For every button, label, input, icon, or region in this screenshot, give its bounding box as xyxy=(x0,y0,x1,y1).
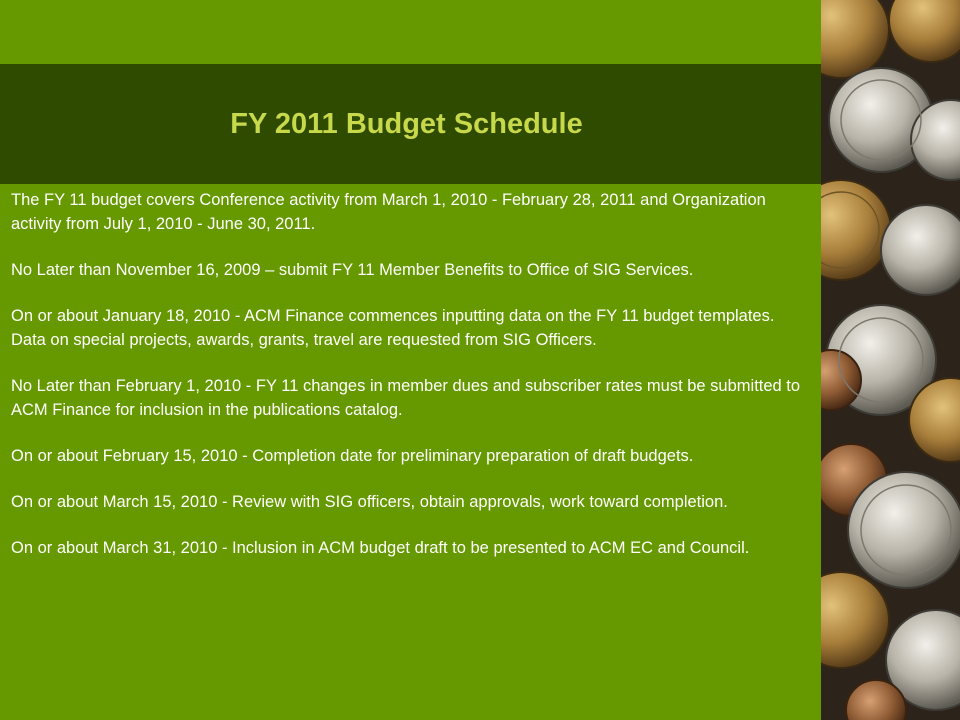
paragraph-templates: On or about January 18, 2010 - ACM Finance commences inputting data on the FY 11 budget templates. Data on special projects, awards, grants, travel are requested from SIG Officers. xyxy=(11,307,775,349)
schedule-text xyxy=(11,188,811,582)
coins-image xyxy=(821,0,960,720)
paragraph-inclusion: On or about March 31, 2010 - Inclusion in ACM budget draft to be presented to ACM EC and Council. xyxy=(11,539,750,557)
paragraph-draft-budgets: On or about February 15, 2010 - Completion date for preliminary preparation of draft budgets. xyxy=(11,447,694,465)
slide-title: FY 2011 Budget Schedule xyxy=(230,108,583,140)
paragraph-scope: The FY 11 budget covers Conference activity from March 1, 2010 - February 28, 2011 and Organization activity from July 1, 2010 - June 30, 2011. xyxy=(11,191,766,233)
paragraph-dues: No Later than February 1, 2010 - FY 11 changes in member dues and subscriber rates must be submitted to ACM Finance for inclusion in the publications catalog. xyxy=(11,377,801,419)
paragraph-member-benefits: No Later than November 16, 2009 – submit FY 11 Member Benefits to Office of SIG Services. xyxy=(11,261,694,279)
coins-illustration xyxy=(821,0,960,720)
paragraph-review: On or about March 15, 2010 - Review with SIG officers, obtain approvals, work toward completion. xyxy=(11,493,728,511)
